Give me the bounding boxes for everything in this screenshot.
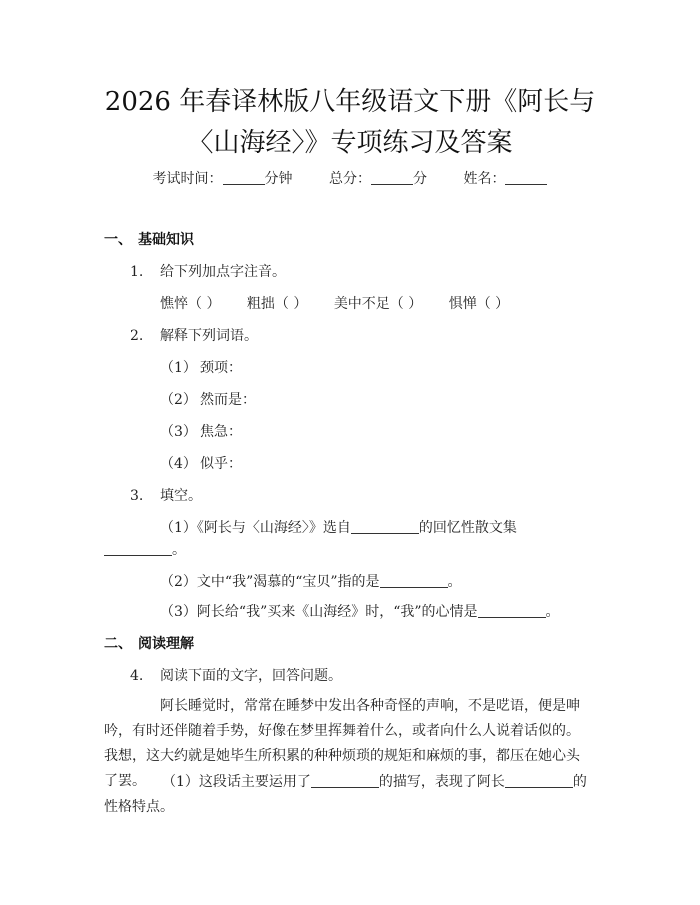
definition-item: （4） 似乎： — [160, 456, 242, 472]
word-item: 憔悴（ ） — [160, 296, 221, 312]
reading-passage: 阿长睡觉时，常常在睡梦中发出各种奇怪的声响，不是呓语，便是呻吟，有时还伴随着手势，好像在梦里挥舞着什么，或者向什么人说着话似的。我想，这大约就是她毕生所积累的种种烦琐的规矩和麻烦的事，都压在她心头了罢。 — [104, 698, 580, 789]
answer-blank — [104, 541, 172, 556]
time-blank — [223, 170, 265, 185]
answer-blank — [478, 603, 546, 618]
answer-blank — [311, 773, 379, 788]
definition-item: （1） 颈项： — [160, 360, 242, 376]
exam-info — [0, 168, 700, 188]
word-item: 美中不足（ ） — [333, 296, 423, 312]
answer-blank — [505, 773, 573, 788]
word-item: 粗拙（ ） — [246, 296, 308, 312]
fill-item-2: （2）文中“我”渴慕的“宝贝”指的是 。 — [160, 574, 462, 590]
section-heading-reading: 二、 阅读理解 — [104, 636, 194, 652]
reading-question-1: （1）这段话主要运用了 的描写，表现了阿长 的性格特点。 — [104, 774, 587, 815]
name-blank — [505, 170, 547, 185]
section-heading-basic: 一、 基础知识 — [104, 232, 194, 248]
question-4: 4. 阅读下面的文字，回答问题。 — [130, 668, 342, 684]
answer-blank — [380, 573, 448, 588]
exam-score: 总分： 分 — [329, 171, 427, 187]
definition-item: （2） 然而是： — [160, 392, 256, 408]
pinyin-word-list — [160, 294, 531, 314]
exam-time: 考试时间： 分钟 — [152, 171, 293, 187]
word-item: 惧惮（ ） — [448, 296, 510, 312]
document-title — [0, 82, 700, 164]
question-2: 2. 解释下列词语。 — [130, 328, 258, 344]
title-line-2: 〈山海经〉》专项练习及答案 — [187, 128, 513, 158]
question-1: 1. 给下列加点字注音。 — [130, 264, 286, 280]
fill-item-1: （1）《阿长与〈山海经〉》选自 的回忆性散文集 — [160, 520, 517, 536]
fill-item-1-continued: 。 — [104, 540, 186, 560]
definition-item: （3） 焦急： — [160, 424, 242, 440]
score-blank — [371, 170, 413, 185]
fill-item-3: （3）阿长给“我”买来《山海经》时，“我”的心情是 。 — [160, 604, 560, 620]
exam-name: 姓名： — [463, 168, 547, 188]
answer-blank — [351, 519, 419, 534]
question-3: 3. 填空。 — [130, 488, 202, 504]
title-line-1: 2026 年春译林版八年级语文下册《阿长与 — [104, 87, 596, 117]
